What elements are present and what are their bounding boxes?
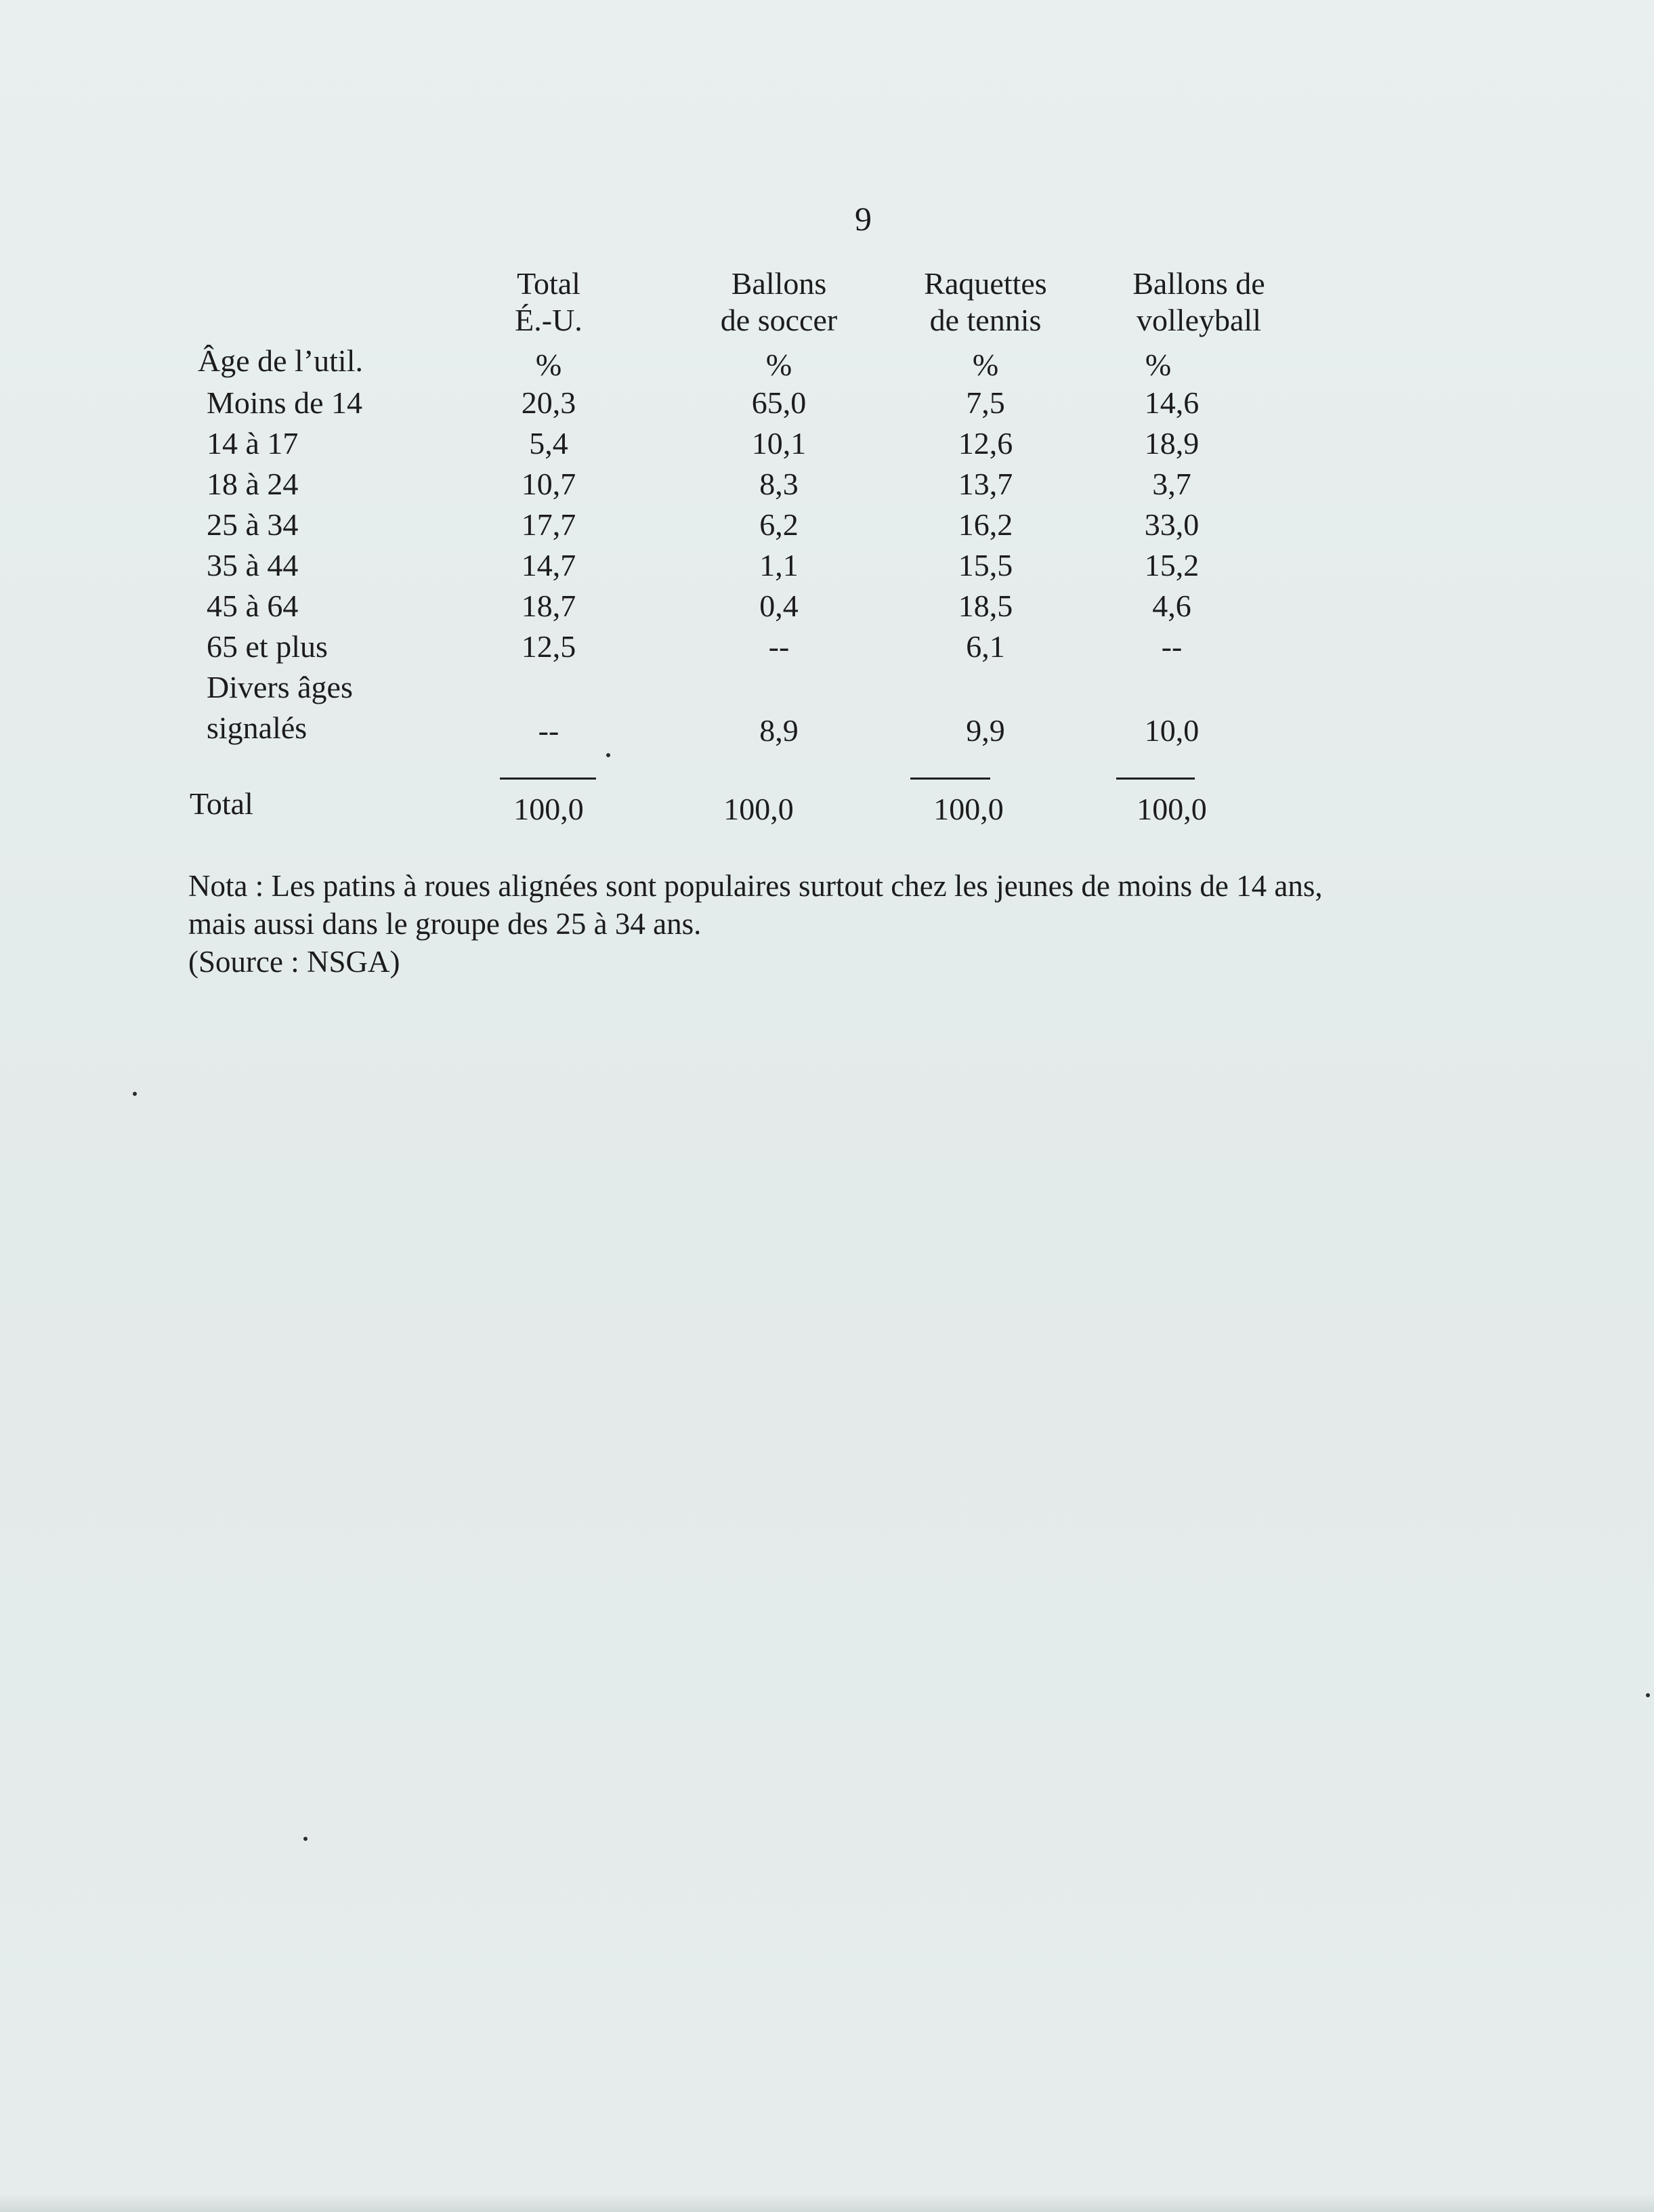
column-header-tennis <box>891 265 1080 339</box>
table-cell: 12,6 <box>958 426 1013 461</box>
unit-label: % <box>972 347 999 382</box>
table-cell: 10,7 <box>521 467 576 501</box>
table-cell: 6,1 <box>966 629 1005 664</box>
table-cell: 8,9 <box>759 713 799 748</box>
table-cell: 13,7 <box>958 467 1013 501</box>
unit-label: % <box>765 347 792 382</box>
total-cell: 100,0 <box>933 792 1004 826</box>
sum-rule <box>500 778 596 780</box>
column-header-line: É.-U. <box>515 303 582 337</box>
scan-speck <box>133 1092 137 1096</box>
table-cell: 5,4 <box>529 426 568 461</box>
table-cell: 10,0 <box>1144 713 1200 748</box>
row-label: 14 à 17 <box>207 426 299 461</box>
unit-label: % <box>535 347 562 382</box>
total-cell: 100,0 <box>1137 792 1207 826</box>
table-cell: 14,6 <box>1144 385 1200 420</box>
total-label: Total <box>190 786 253 821</box>
total-cell: 100,0 <box>723 792 794 826</box>
table-cell: 0,4 <box>759 589 799 623</box>
table-cell: 15,2 <box>1144 548 1200 582</box>
table-cell: 18,5 <box>958 589 1013 623</box>
row-label: 35 à 44 <box>207 548 299 582</box>
total-cell: 100,0 <box>513 792 584 826</box>
row-label: 65 et plus <box>207 629 328 664</box>
table-cell: 15,5 <box>958 548 1013 582</box>
column-header-line: Total <box>517 266 580 301</box>
unit-label: % <box>1145 347 1172 382</box>
row-label: Divers âges <box>207 670 353 704</box>
table-cell: 3,7 <box>1152 467 1191 501</box>
scan-speck <box>303 1837 308 1841</box>
row-label: 25 à 34 <box>207 507 299 542</box>
column-header-line: de tennis <box>929 303 1042 337</box>
table-cell: 18,7 <box>521 589 576 623</box>
sum-rule <box>1116 778 1195 780</box>
column-header-line: volleyball <box>1137 303 1261 337</box>
row-label: signalés <box>207 710 308 745</box>
sum-rule <box>910 778 990 780</box>
column-header-total <box>461 265 637 339</box>
table-cell: 17,7 <box>521 507 576 542</box>
column-header-line: de soccer <box>720 303 838 337</box>
table-cell: -- <box>768 629 790 664</box>
column-header-volleyball <box>1097 265 1300 339</box>
scan-edge <box>0 2194 1654 2212</box>
table-cell: 14,7 <box>521 548 576 582</box>
note-line: Nota : Les patins à roues alignées sont populaires surtout chez les jeunes de moins de 14 ans, <box>188 869 1323 903</box>
row-label: 18 à 24 <box>207 467 299 501</box>
table-cell: 4,6 <box>1152 589 1191 623</box>
column-header-soccer <box>684 265 874 339</box>
note-line: (Source : NSGA) <box>188 945 400 979</box>
scan-speck <box>606 753 610 757</box>
table-note <box>188 867 1529 981</box>
table-cell: 65,0 <box>751 385 807 420</box>
note-line: mais aussi dans le groupe des 25 à 34 ans. <box>188 907 702 941</box>
table-cell: 8,3 <box>759 467 799 501</box>
table-cell: -- <box>1161 629 1183 664</box>
page-number: 9 <box>855 200 872 238</box>
table-cell: 12,5 <box>521 629 576 664</box>
table-cell: 9,9 <box>966 713 1005 748</box>
row-label: Moins de 14 <box>207 385 362 420</box>
table-cell: 20,3 <box>521 385 576 420</box>
column-header-line: Ballons de <box>1132 266 1265 301</box>
row-header: Âge de l’util. <box>198 343 363 378</box>
table-cell: 33,0 <box>1144 507 1200 542</box>
table-cell: 7,5 <box>966 385 1005 420</box>
table-cell: 10,1 <box>751 426 807 461</box>
table-cell: 1,1 <box>759 548 799 582</box>
scan-speck <box>1646 1693 1650 1697</box>
column-header-line: Raquettes <box>924 266 1047 301</box>
table-cell: -- <box>538 713 559 748</box>
row-label: 45 à 64 <box>207 589 299 623</box>
table-cell: 18,9 <box>1144 426 1200 461</box>
column-header-line: Ballons <box>731 266 827 301</box>
table-cell: 16,2 <box>958 507 1013 542</box>
table-cell: 6,2 <box>759 507 799 542</box>
